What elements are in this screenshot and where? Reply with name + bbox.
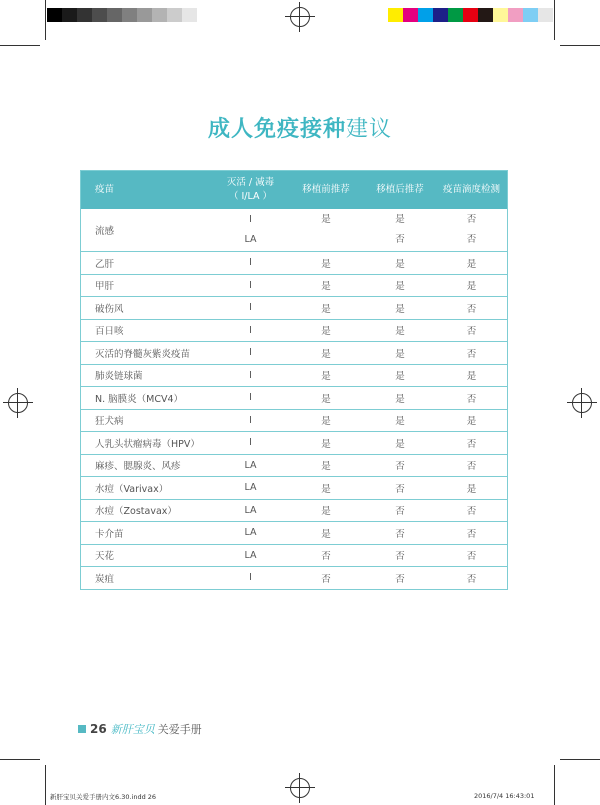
cell-post-a: 是 bbox=[395, 214, 405, 225]
cell-pre: 是 bbox=[288, 409, 364, 432]
cell-post: 否 bbox=[364, 454, 436, 477]
cell-titer: 否 bbox=[436, 499, 508, 522]
cell-pre: 是 bbox=[288, 477, 364, 500]
cell-name: 灭活的脊髓灰紫炎疫苗 bbox=[81, 342, 214, 365]
cell-titer: 否 bbox=[436, 454, 508, 477]
table-row bbox=[81, 432, 508, 455]
gray-swatch bbox=[77, 8, 92, 22]
cell-type: I bbox=[213, 567, 288, 590]
color-swatch bbox=[523, 8, 538, 22]
gray-swatch-bar bbox=[47, 8, 212, 22]
crop-mark bbox=[560, 759, 600, 760]
cell-type: I bbox=[213, 342, 288, 365]
table-row bbox=[81, 342, 508, 365]
registration-mark-left bbox=[3, 388, 33, 418]
table-row bbox=[81, 364, 508, 387]
cell-pre: 否 bbox=[288, 544, 364, 567]
cell-post-b: 否 bbox=[395, 234, 405, 245]
gray-swatch bbox=[107, 8, 122, 22]
cell-type: I bbox=[213, 387, 288, 410]
cell-post: 否 bbox=[364, 544, 436, 567]
cell-titer: 是 bbox=[436, 477, 508, 500]
cell-post: 是 bbox=[364, 274, 436, 297]
cell-name: 人乳头状瘤病毒（HPV） bbox=[81, 432, 214, 455]
cell-name: 水痘（Zostavax） bbox=[81, 499, 214, 522]
color-swatch bbox=[448, 8, 463, 22]
cell-name: 肺炎链球菌 bbox=[81, 364, 214, 387]
cell-post: 否 bbox=[364, 499, 436, 522]
cell-type: I bbox=[213, 432, 288, 455]
cell-name: 狂犬病 bbox=[81, 409, 214, 432]
page-title bbox=[0, 112, 600, 143]
page-title-light: 建议 bbox=[346, 117, 393, 142]
cell-name: 麻疹、腮腺炎、风疹 bbox=[81, 454, 214, 477]
color-swatch bbox=[433, 8, 448, 22]
header-vaccine: 疫苗 bbox=[81, 171, 214, 210]
cell-pre: 是 bbox=[288, 499, 364, 522]
cell-titer: 是 bbox=[436, 274, 508, 297]
cell-titer: 是 bbox=[436, 409, 508, 432]
color-swatch bbox=[388, 8, 403, 22]
page-footer bbox=[78, 721, 202, 737]
cell-pre: 是 bbox=[288, 454, 364, 477]
cell-post: 是 bbox=[364, 432, 436, 455]
cell-post: 是 bbox=[364, 297, 436, 320]
cell-titer-a: 否 bbox=[466, 214, 477, 225]
table-row bbox=[81, 297, 508, 320]
table-row bbox=[81, 409, 508, 432]
header-type-line2: （ I/LA ） bbox=[228, 191, 273, 202]
cell-titer: 否 bbox=[436, 387, 508, 410]
cell-type: I bbox=[213, 297, 288, 320]
cell-titer: 否 bbox=[436, 567, 508, 590]
cell-titer: 否 bbox=[436, 319, 508, 342]
cell-titer: 否 bbox=[436, 342, 508, 365]
cell-post: 是 bbox=[364, 364, 436, 387]
cell-titer: 是 bbox=[436, 252, 508, 275]
cell-pre: 否 bbox=[288, 567, 364, 590]
cell-pre: 是 bbox=[288, 387, 364, 410]
page-number: 26 bbox=[90, 722, 107, 736]
print-slug-date: 2016/7/4 16:43:01 bbox=[474, 792, 535, 800]
gray-swatch bbox=[137, 8, 152, 22]
color-swatch-bar bbox=[388, 8, 553, 22]
gray-swatch bbox=[47, 8, 62, 22]
cell-titer: 否 bbox=[436, 544, 508, 567]
cell-post: 否 bbox=[364, 477, 436, 500]
cell-pre: 是 bbox=[288, 522, 364, 545]
cell-pre-b bbox=[288, 234, 364, 246]
cell-name: 百日咳 bbox=[81, 319, 214, 342]
crop-mark bbox=[560, 45, 600, 46]
cell-pre-a: 是 bbox=[321, 214, 331, 225]
registration-mark-bottom bbox=[285, 773, 315, 803]
crop-mark bbox=[45, 0, 46, 40]
cell-pre: 是 bbox=[288, 274, 364, 297]
footer-subtitle: 关爱手册 bbox=[157, 723, 202, 736]
cell-titer: 否 bbox=[436, 432, 508, 455]
cell-pre: 是 bbox=[288, 364, 364, 387]
cell-pre: 是 bbox=[288, 319, 364, 342]
header-post-transplant: 移植后推荐 bbox=[364, 171, 436, 210]
cell-post: 是 bbox=[364, 387, 436, 410]
cell-type: I bbox=[213, 409, 288, 432]
table-row bbox=[81, 274, 508, 297]
cell-type bbox=[213, 209, 288, 252]
gray-swatch bbox=[122, 8, 137, 22]
color-swatch bbox=[508, 8, 523, 22]
cell-post: 否 bbox=[364, 567, 436, 590]
gray-swatch bbox=[152, 8, 167, 22]
table-row bbox=[81, 252, 508, 275]
footer-brand: 新肝宝贝 bbox=[110, 723, 155, 736]
table-row bbox=[81, 387, 508, 410]
cell-post: 否 bbox=[364, 522, 436, 545]
cell-type: LA bbox=[213, 499, 288, 522]
crop-mark bbox=[554, 0, 555, 40]
gray-swatch bbox=[92, 8, 107, 22]
cell-name: 天花 bbox=[81, 544, 214, 567]
table-row bbox=[81, 454, 508, 477]
cell-name: N. 脑膜炎（MCV4） bbox=[81, 387, 214, 410]
cell-type: LA bbox=[213, 454, 288, 477]
crop-mark bbox=[0, 45, 40, 46]
cell-type: LA bbox=[213, 522, 288, 545]
crop-mark bbox=[45, 765, 46, 805]
gray-swatch bbox=[182, 8, 197, 22]
table-row-flu bbox=[81, 209, 508, 252]
cell-name: 流感 bbox=[81, 209, 214, 252]
cell-titer-b: 否 bbox=[466, 234, 477, 245]
table-header-row bbox=[81, 171, 508, 210]
cell-name: 甲肝 bbox=[81, 274, 214, 297]
cell-pre: 是 bbox=[288, 252, 364, 275]
gray-swatch bbox=[197, 8, 212, 22]
cell-titer: 是 bbox=[436, 364, 508, 387]
cell-post: 是 bbox=[364, 252, 436, 275]
color-swatch bbox=[538, 8, 553, 22]
table-row bbox=[81, 499, 508, 522]
cell-name: 水痘（Varivax） bbox=[81, 477, 214, 500]
gray-swatch bbox=[62, 8, 77, 22]
cell-titer: 否 bbox=[436, 297, 508, 320]
color-swatch bbox=[493, 8, 508, 22]
cell-type-a: I bbox=[249, 214, 252, 225]
cell-post bbox=[364, 209, 436, 252]
print-slug-file: 新肝宝贝关爱手册内文6.30.indd 26 bbox=[50, 793, 157, 801]
cell-type: I bbox=[213, 274, 288, 297]
cell-name: 破伤风 bbox=[81, 297, 214, 320]
cell-pre bbox=[288, 209, 364, 252]
color-swatch bbox=[478, 8, 493, 22]
gray-swatch bbox=[167, 8, 182, 22]
cell-type: I bbox=[213, 319, 288, 342]
cell-pre: 是 bbox=[288, 432, 364, 455]
registration-mark-top bbox=[285, 2, 315, 32]
cell-name: 炭疽 bbox=[81, 567, 214, 590]
cell-type: LA bbox=[213, 477, 288, 500]
cell-name: 卡介苗 bbox=[81, 522, 214, 545]
color-swatch bbox=[403, 8, 418, 22]
header-type-line1: 灭活 / 减毒 bbox=[226, 177, 275, 188]
cell-pre: 是 bbox=[288, 297, 364, 320]
table-row bbox=[81, 567, 508, 590]
cell-name: 乙肝 bbox=[81, 252, 214, 275]
table-row bbox=[81, 522, 508, 545]
color-swatch bbox=[463, 8, 478, 22]
cell-type: I bbox=[213, 252, 288, 275]
table-row bbox=[81, 544, 508, 567]
vaccine-table bbox=[80, 170, 508, 590]
cell-pre: 是 bbox=[288, 342, 364, 365]
table-row bbox=[81, 319, 508, 342]
cell-type: I bbox=[213, 364, 288, 387]
cell-type-b: LA bbox=[244, 234, 257, 245]
footer-square-icon bbox=[78, 725, 86, 733]
header-type bbox=[213, 171, 288, 210]
page-title-bold: 成人免疫接种 bbox=[207, 117, 346, 142]
header-titer: 疫苗滴度检测 bbox=[436, 171, 508, 210]
color-swatch bbox=[418, 8, 433, 22]
cell-post: 是 bbox=[364, 319, 436, 342]
cell-type: LA bbox=[213, 544, 288, 567]
cell-post: 是 bbox=[364, 342, 436, 365]
cell-post: 是 bbox=[364, 409, 436, 432]
cell-titer: 否 bbox=[436, 522, 508, 545]
table-row bbox=[81, 477, 508, 500]
crop-mark bbox=[554, 765, 555, 805]
cell-titer bbox=[436, 209, 508, 252]
registration-mark-right bbox=[567, 388, 597, 418]
crop-mark bbox=[0, 759, 40, 760]
header-pre-transplant: 移植前推荐 bbox=[288, 171, 364, 210]
